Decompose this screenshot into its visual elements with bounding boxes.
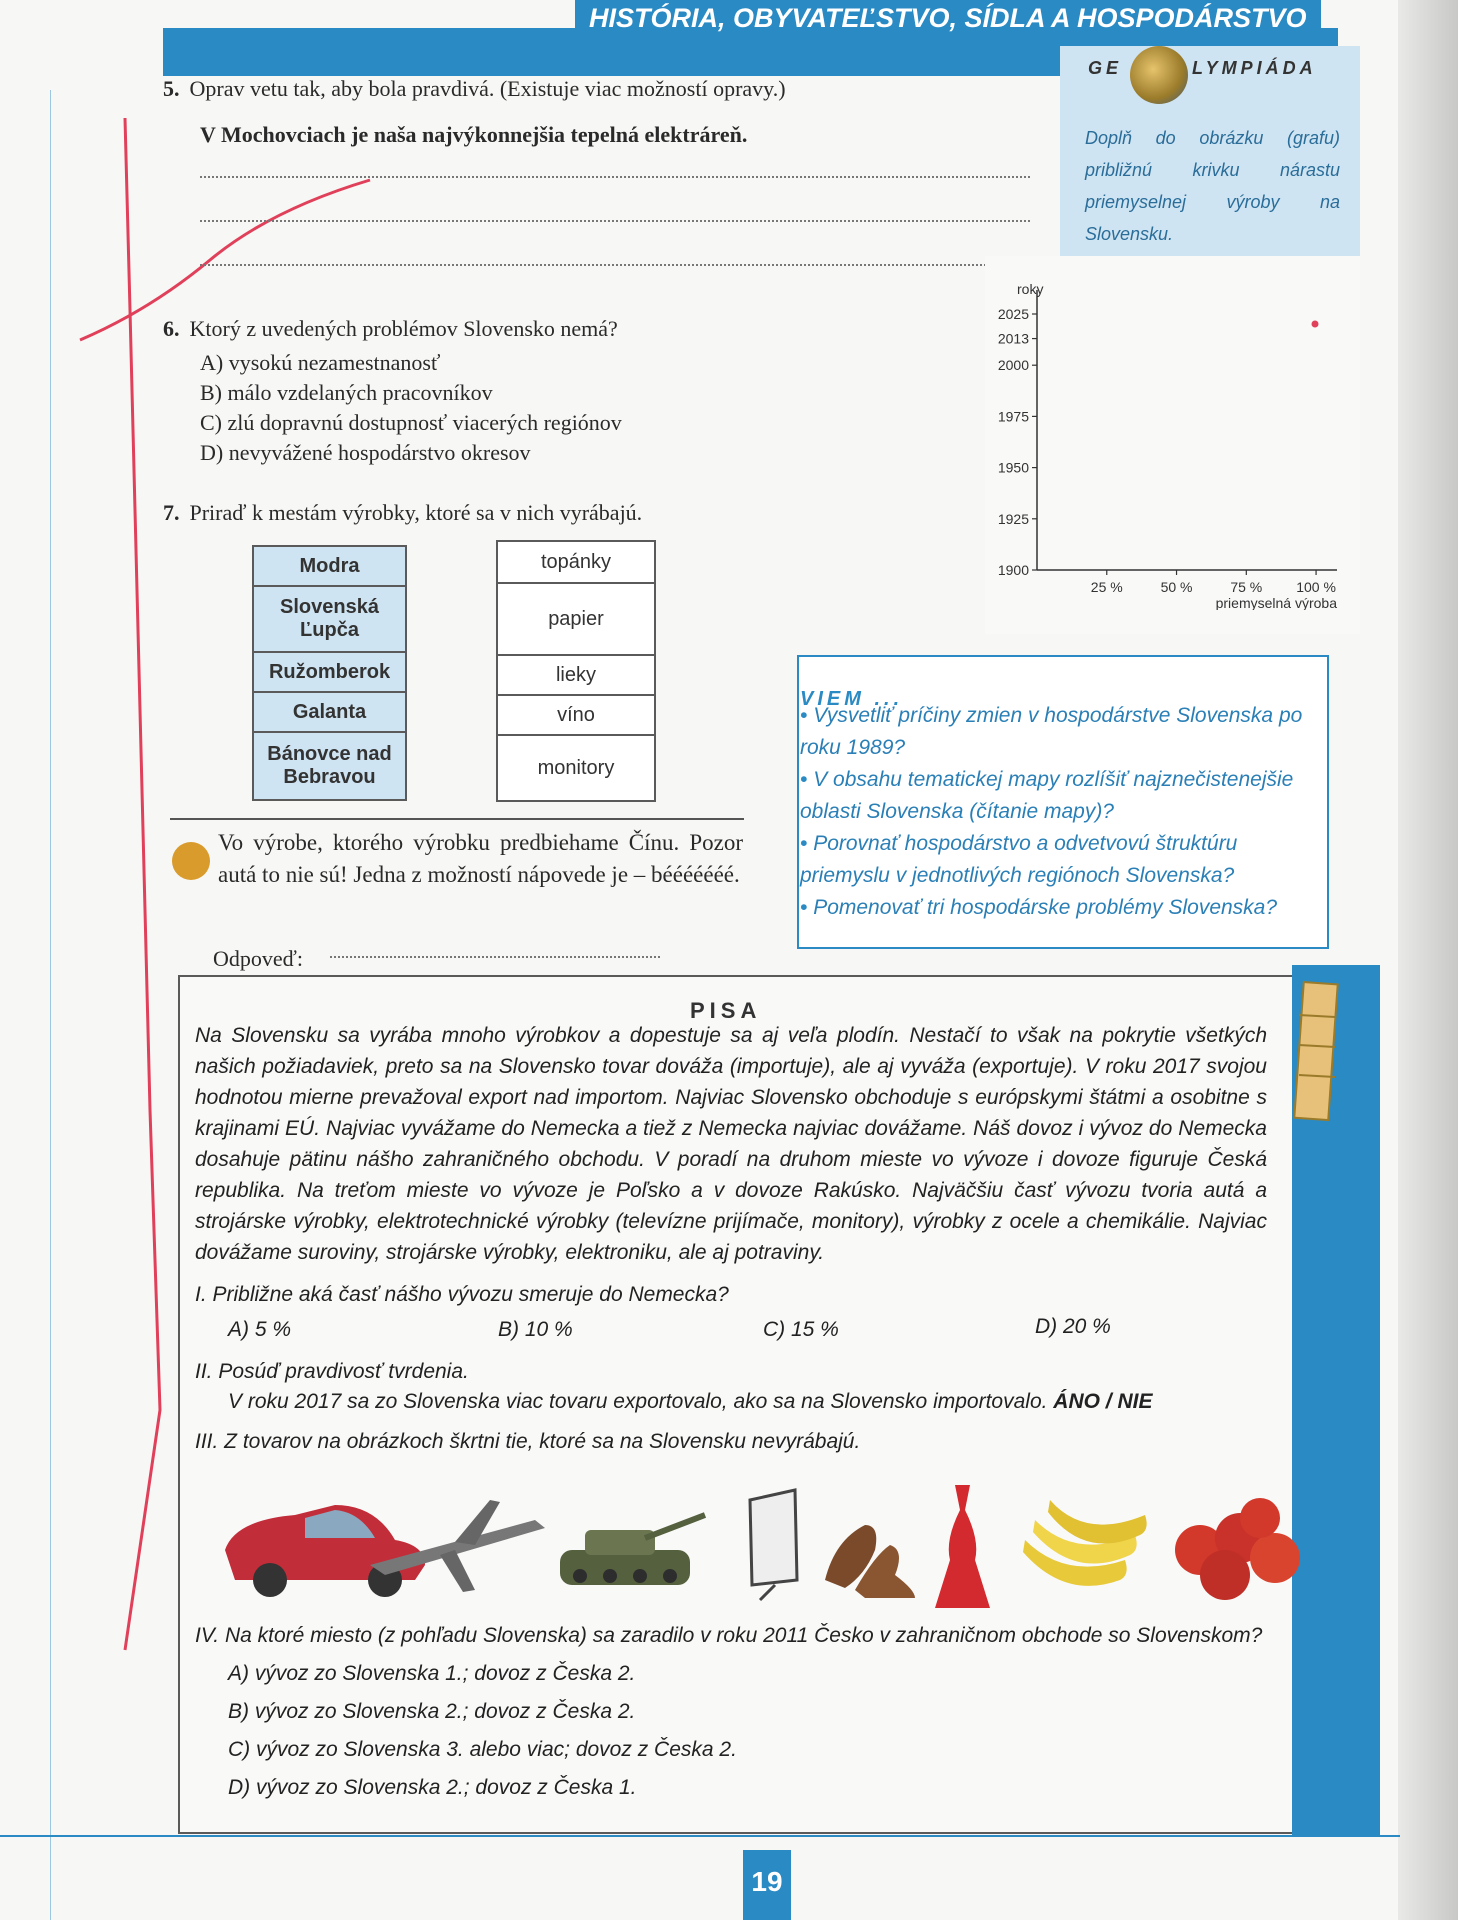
q1-option-c[interactable]: C) 15 %: [763, 1318, 839, 1341]
product-cell[interactable]: topánky: [497, 541, 655, 583]
answer-line-2[interactable]: [200, 220, 1030, 222]
q1-option-b[interactable]: B) 10 %: [498, 1318, 573, 1341]
product-cell[interactable]: monitory: [497, 735, 655, 801]
pisa-title: PISA: [690, 998, 762, 1023]
smiley-icon: [172, 842, 210, 880]
olympiada-title: GE LYMPIÁDA: [1088, 58, 1317, 78]
question-5: 5. Oprav vetu tak, aby bola pravdivá. (Existuje viac možností opravy.): [163, 76, 786, 101]
q4-option-b[interactable]: B) vývoz zo Slovenska 2.; dovoz z Česka 2.: [228, 1700, 636, 1723]
y-tick-label: 1925: [997, 510, 1029, 527]
q6-option-c[interactable]: C) zlú dopravnú dostupnosť viacerých regiónov: [200, 410, 622, 435]
x-tick-label: 75 %: [1230, 579, 1263, 595]
page-edge-shadow: [1398, 0, 1458, 1920]
pisa-question-1: I. Približne aká časť nášho vývozu smeruje do Nemecka?: [195, 1283, 729, 1306]
olympiada-text: Doplň do obrázku (grafu) približnú krivku nárastu priemyselnej výroby na Slovensku.: [1085, 128, 1340, 244]
hint-text: Vo výrobe, ktorého výrobku predbiehame Čínu. Pozor autá to nie sú! Jedna z možností nápovede je – bééééééé.: [218, 830, 743, 887]
product-cell[interactable]: papier: [497, 583, 655, 655]
viem-item: • Pomenovať tri hospodárske problémy Slovenska?: [800, 896, 1278, 919]
x-tick-label: 25 %: [1090, 579, 1123, 595]
city-cell[interactable]: Ružomberok: [253, 652, 406, 692]
viem-item: • Vysvetliť príčiny zmien v hospodárstve Slovenska po roku 1989?: [800, 704, 1303, 759]
city-cell[interactable]: Bánovce nad Bebravou: [253, 732, 406, 800]
q6-option-d[interactable]: D) nevyvážené hospodárstvo okresov: [200, 440, 531, 465]
y-tick-label: 1975: [997, 408, 1029, 425]
page-margin-line: [50, 90, 52, 1920]
tank-icon[interactable]: [560, 1515, 705, 1585]
q1-option-d[interactable]: D) 20 %: [1035, 1315, 1111, 1338]
answer-line-1[interactable]: [200, 176, 1030, 178]
red-dot-mark: [1312, 321, 1319, 328]
q1-option-a[interactable]: A) 5 %: [228, 1318, 292, 1341]
y-tick-label: 2025: [997, 306, 1029, 322]
bananas-icon[interactable]: [1023, 1500, 1147, 1586]
monitor-icon[interactable]: [750, 1490, 797, 1600]
y-tick-label: 2000: [997, 357, 1029, 374]
leaning-tower-icon: [1285, 975, 1345, 1125]
industry-growth-chart[interactable]: [985, 280, 1360, 610]
products-table: [496, 540, 656, 802]
q6-option-b[interactable]: B) málo vzdelaných pracovníkov: [200, 380, 493, 405]
pisa-question-4: IV. Na ktoré miesto (z pohľadu Slovenska) sa zaradilo v roku 2011 Česko v zahraničnom obchode so Slovenskom?: [195, 1624, 1263, 1647]
car-icon[interactable]: [225, 1505, 425, 1597]
question-7: 7. Priraď k mestám výrobky, ktoré sa v nich vyrábajú.: [163, 500, 643, 525]
q2-statement: V roku 2017 sa zo Slovenska viac tovaru exportovalo, ako sa na Slovensko importovalo. ÁNO / NIE: [228, 1390, 1153, 1413]
goods-images: [215, 1480, 1315, 1610]
q4-option-a[interactable]: A) vývoz zo Slovenska 1.; dovoz z Česka 2.: [228, 1662, 636, 1685]
viem-title: VIEM ...: [800, 688, 904, 710]
q4-option-c[interactable]: C) vývoz zo Slovenska 3. alebo viac; dovoz z Česka 2.: [228, 1738, 737, 1761]
y-tick-label: 1950: [997, 459, 1029, 476]
cities-table: [252, 545, 407, 801]
shoes-icon[interactable]: [825, 1525, 915, 1598]
product-cell[interactable]: víno: [497, 695, 655, 735]
dress-icon[interactable]: [935, 1485, 990, 1608]
y-tick-label: 1900: [997, 562, 1029, 578]
apples-icon[interactable]: [1175, 1498, 1300, 1600]
q6-option-a[interactable]: A) vysokú nezamestnanosť: [200, 350, 441, 375]
product-cell[interactable]: lieky: [497, 655, 655, 695]
x-tick-label: 50 %: [1160, 579, 1193, 595]
y-tick-label: 2013: [997, 330, 1029, 347]
page-title: HISTÓRIA, OBYVATEĽSTVO, SÍDLA A HOSPODÁRSTVO: [575, 0, 1321, 36]
answer-line[interactable]: [330, 956, 660, 958]
viem-item: • V obsahu tematickej mapy rozlíšiť najznečistenejšie oblasti Slovenska (čítanie mapy)?: [800, 768, 1294, 823]
y-axis-label: roky: [1017, 281, 1044, 297]
city-cell[interactable]: Modra: [253, 546, 406, 586]
pisa-question-3: III. Z tovarov na obrázkoch škrtni tie, ktoré sa na Slovensku nevyrábajú.: [195, 1430, 861, 1453]
hint-separator: [170, 818, 744, 820]
footer-line: [0, 1835, 1400, 1837]
answer-line-3[interactable]: [200, 264, 1030, 266]
city-cell[interactable]: Galanta: [253, 692, 406, 732]
question-6: 6. Ktorý z uvedených problémov Slovensko nemá?: [163, 316, 618, 341]
q5-statement: V Mochovciach je naša najvýkonnejšia tepelná elektráreň.: [200, 122, 748, 147]
page-number: 19: [743, 1850, 791, 1920]
q4-option-d[interactable]: D) vývoz zo Slovenska 2.; dovoz z Česka 1.: [228, 1776, 637, 1799]
answer-label: Odpoveď:: [213, 946, 303, 971]
city-cell[interactable]: Slovenská Ľupča: [253, 586, 406, 652]
pisa-question-2: II. Posúď pravdivosť tvrdenia.: [195, 1360, 469, 1383]
x-tick-label: 100 %: [1296, 579, 1336, 595]
ano-nie-choice[interactable]: ÁNO / NIE: [1053, 1390, 1153, 1413]
x-axis-label: priemyselná výroba: [1215, 595, 1337, 610]
viem-item: • Porovnať hospodárstvo a odvetvovú štruktúru priemyslu v jednotlivých regiónoch Slovenska?: [800, 832, 1238, 887]
pisa-text: Na Slovensku sa vyrába mnoho výrobkov a dopestuje sa aj veľa plodín. Nestačí to však na pokrytie všetkých našich požiadaviek, preto sa na Slovensko tovar dováža (importuje), ale aj vyváža (exportuje). V roku 2017 svojou hodnotou mierne prevažoval export nad importom. Najviac Slovensko obchoduje s európskymi štátmi a osobitne s krajinami EÚ. Najviac vyvážame do Nemecka a tiež z Nemecka najviac dovážame. Náš dovoz i vývoz do Nemecka dosahuje pätinu nášho zahraničného obchodu. V poradí na druhom mieste vo vývoze i dovoze figuruje Česká republika. Na treťom mieste vo vývoze je Poľsko a v dovoze Rakúsko. Najväčšiu časť vývozu tvoria autá a strojárske výrobky, elektrotechnické výrobky (televízne prijímače, monitory), výrobky z ocele a chemikálie. Najviac dovážame suroviny, strojárske výrobky, elektroniku, ale aj potraviny.: [195, 1024, 1267, 1264]
